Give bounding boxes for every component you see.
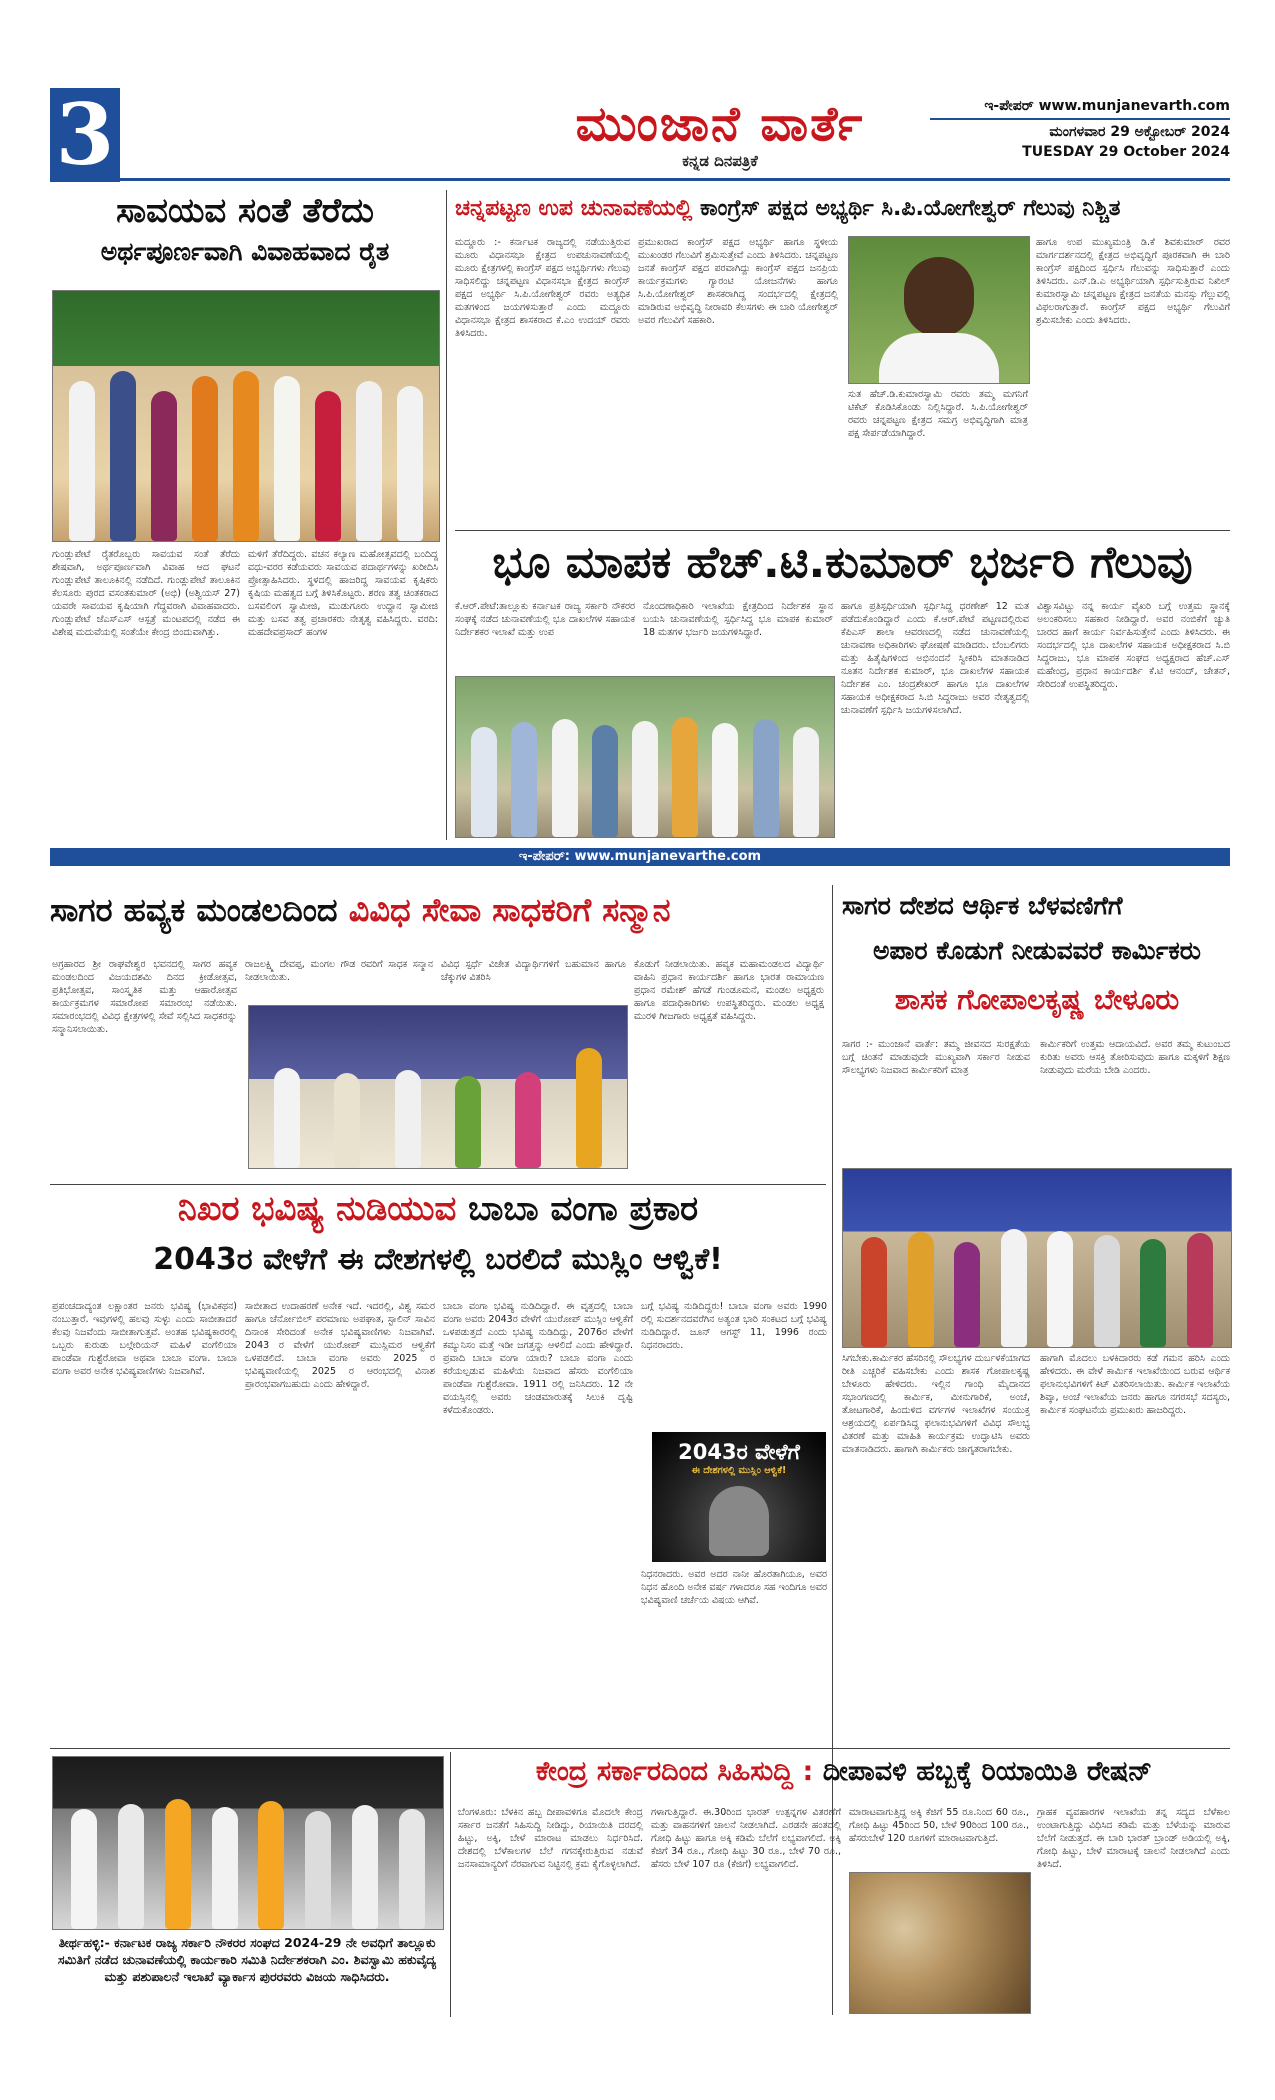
person (672, 717, 698, 837)
story5-column-2: ಕಾರ್ಮಿಕರಿಗೆ ಉತ್ತಮ ಆದಾಯವಿದೆ. ಅವರ ತಮ್ಮ ಕುಟುಂಬದ ಕುರಿತು ಅವರು ಆಸಕ್ತಿ ತೋರಿಸುವುದು ಹಾಗೂ ಮಕ್ಕಳಿಗೆ ಶಿಕ್ಷಣ ನೀಡುವುದು ಮರೆಯ ಬೇಡಿ ಎಂದರು. (1040, 1039, 1230, 1076)
person (192, 376, 218, 541)
epaper-banner[interactable]: ಇ-ಪೇಪರ್: www.munjanevarthe.com (50, 848, 1230, 866)
newspaper-title: ಮುಂಜಾನೆ ವಾರ್ತೆ (575, 96, 865, 152)
story3-column-4: ವಿಶ್ವಾಸವಿಟ್ಟು ನನ್ನ ಕಾರ್ಯ ವೈಖರಿ ಬಗ್ಗೆ ಉತ್ತಮ ಸ್ಥಾನಕ್ಕೆ ಅಲಂಕರಿಸಲು ಸಹಕಾರ ನೀಡಿದ್ದಾರೆ. ಅವರ ನಂಬಿಕೆಗೆ ಚ್ಯುತಿ ಬಾರದ ಹಾಗೆ ಕಾರ್ಯ ನಿರ್ವಹಿಸುತ್ತೇನೆ ಎಂದು ತಿಳಿಸಿದರು. ಈ ಸಂದರ್ಭದಲ್ಲಿ ಭೂ ದಾಖಲೆಗಳ ಸಹಾಯಕ ಅಧೀಕ್ಷಕರಾದ ಸಿ.ಬಿ ಸಿದ್ದರಾಜು, ಭೂ ಮಾಪಕ ಸಂಘದ ಅಧ್ಯಕ್ಷರಾದ ಹೆಚ್.ಎಸ್ ಮಹೇಂದ್ರ, ಪ್ರಧಾನ ಕಾರ್ಯದರ್ಶಿ ಕೆ.ಟಿ ಆನಂದ್, ಚೇತನ್, ಸೇರಿದಂತೆ ಉಪಸ್ಥಿತರಿದ್ದರು. (1037, 601, 1230, 690)
workers-event-photo (842, 1168, 1232, 1348)
person (69, 381, 95, 541)
candidate-portrait (848, 236, 1030, 384)
masthead-divider (50, 178, 1230, 181)
grain-sacks-photo (849, 1872, 1031, 2014)
story4-column-4: ಕೊಡುಗೆ ನೀಡಲಾಯಿತು. ಹವ್ಯಕ ಮಹಾಮಂಡಲದ ವಿದ್ಯಾರ್ಥಿ ವಾಹಿನಿ ಪ್ರಧಾನ ಕಾರ್ಯದರ್ಶಿ ಹಾಗೂ ಭಾರತ ರಾಮಾಯಣ ಪ್ರಧಾನ ರಮೇಶ್ ಹೆಗಡೆ ಗುಂಡೂಮನೆ, ಮಂಡಲ ಅಧ್ಯಕ್ಷರು ಹಾಗೂ ಪದಾಧಿಕಾರಿಗಳು ಉಪಸ್ಥಿತರಿದ್ದರು. ಮಂಡಲ ಅಧ್ಯಕ್ಷ ಮುರಳಿ ಗೀಜಗಾರು ಅಧ್ಯಕ್ಷತೆ ವಹಿಸಿದ್ದರು. (634, 959, 824, 1022)
story5-headline-2: ಅಪಾರ ಕೊಡುಗೆ ನೀಡುವವರೆ ಕಾರ್ಮಿಕರು (873, 936, 1201, 965)
face-silhouette (709, 1486, 769, 1556)
story1-column-2: ಮಳಿಗೆ ತೆರೆದಿದ್ದರು. ವಚನ ಕಲ್ಯಾಣ ಮಹೋತ್ಸವದಲ್ಲಿ ಬಂದಿದ್ದ ವಧು-ವರರ ಕಡೆಯವರು ಸಾವಯವ ಪದಾರ್ಥಗಳನ್ನು ಖರೀದಿಸಿ ಪ್ರೋತ್ಸಾಹಿಸಿದರು. ಸ್ಥಳದಲ್ಲಿ ಹಾಜರಿದ್ದ ಸಾವಯವ ಕೃಷಿಕರು ಕೃಷಿಯ ಮಹತ್ವದ ಬಗ್ಗೆ ತಿಳಿಸಿಕೊಟ್ಟರು. ಶರಣ ತತ್ವ ಚಿಂತಕರಾದ ಬಸವಲಿಂಗ ಸ್ವಾಮೀಜಿ, ಮುಡುಗೂರು ಉದ್ದಾನ ಸ್ವಾಮೀಜಿ ಮತ್ತು ಬಸವ ತತ್ವ ಪ್ರಚಾರಕರು ನೇತೃತ್ವ ವಹಿಸಿದ್ದರು. ವರದಿ: ಮಹದೇವಪ್ರಸಾದ್ ಹಂಗಳ (248, 549, 438, 638)
baba-vanga-inset (652, 1432, 826, 1562)
person (753, 719, 779, 837)
wedding-photo (52, 290, 440, 542)
story8-column-2: ಗಳಾಗುತ್ತಿದ್ದಾರೆ. ಈ.30ರಿಂದ ಭಾರತ್ ಉತ್ಪನ್ನಗಳ ವಿತರಣೆಗೆ ಮತ್ತು ವಾಹನಗಳಿಗೆ ಚಾಲನೆ ನೀಡಲಾಗಿದೆ. ಎರಡನೇ ಹಂತದಲ್ಲಿ ಗೋಧಿ ಹಿಟ್ಟು ಹಾಗೂ ಅಕ್ಕಿ ಕಡಿಮೆ ಬೆಲೆಗೆ ಲಭ್ಯವಾಗಲಿದೆ. ಅಕ್ಕಿ ಕೆಜಿಗೆ 34 ರೂ., ಗೋಧಿ ಹಿಟ್ಟು 30 ರೂ., ಬೇಳೆ 70 ರೂ., ಹೆಸರು ಬೇಳೆ 107 ರೂ (ಕೆಜಿಗೆ) ಲಭ್ಯವಾಗಲಿದೆ. (651, 1807, 841, 1870)
person (1001, 1229, 1027, 1347)
section-divider (455, 530, 1230, 531)
victory-photo (52, 1756, 444, 1930)
story2-column-1: ಮದ್ದೂರು :- ಕರ್ನಾಟಕ ರಾಜ್ಯದಲ್ಲಿ ನಡೆಯುತ್ತಿರುವ ಮೂರು ವಿಧಾನಸಭಾ ಕ್ಷೇತ್ರದ ಉಪಚುನಾವಣೆಯಲ್ಲಿ ಮೂರು ಕ್ಷೇತ್ರಗಳಲ್ಲಿ ಕಾಂಗ್ರೆಸ್ ಪಕ್ಷದ ಅಭ್ಯರ್ಥಿಗಳು ಗೆಲುವು ಸಾಧಿಸಲಿದ್ದು ಚನ್ನಪಟ್ಟಣ ವಿಧಾನಸಭಾ ಕ್ಷೇತ್ರದ ಕಾಂಗ್ರೆಸ್ ಪಕ್ಷದ ಅಭ್ಯರ್ಥಿ ಸಿ.ಪಿ.ಯೋಗೇಶ್ವರ್ ರವರು ಅತ್ಯಧಿಕ ಮತಗಳಿಂದ ಜಯಗಳಿಸುತ್ತಾರೆ ಎಂದು ಮದ್ದೂರು ವಿಧಾನಸಭಾ ಕ್ಷೇತ್ರದ ಶಾಸಕರಾದ ಕೆ.ಎಂ ಉದಯ್ ರವರು ತಿಳಿಸಿದರು. (455, 237, 630, 339)
person (334, 1073, 360, 1168)
person (118, 1804, 144, 1929)
masthead-info (930, 96, 1230, 162)
victory-caption: ತೀರ್ಥಹಳ್ಳಿ:- ಕರ್ನಾಟಕ ರಾಜ್ಯ ಸರ್ಕಾರಿ ನೌಕರರ ಸಂಘದ 2024-29 ನೇ ಅವಧಿಗೆ ತಾಲ್ಲೂಕು ಸಮಿತಿಗೆ ನಡೆದ ಚುನಾವಣೆಯಲ್ಲಿ ಕಾರ್ಯಕಾರಿ ಸಮಿತಿ ನಿರ್ದೇಶಕರಾಗಿ ಎಂ. ಶಿವಸ್ವಾಮಿ ಹಕುವೈದ್ಯ ಮತ್ತು ಪಶುಪಾಲನೆ ಇಲಾಖೆ ವ್ಯಾರ್ಕಾಸ ಪುರರವರು ವಿಜಯ ಸಾಧಿಸಿದರು. (57, 1935, 437, 1984)
story5-headline-3: ಶಾಸಕ ಗೋಪಾಲಕೃಷ್ಣ ಬೇಳೂರು (894, 983, 1180, 1016)
story2-headline (455, 196, 1235, 221)
story4-headline (50, 892, 830, 929)
story2-column-3: ಹಾಗೂ ಉಪ ಮುಖ್ಯಮಂತ್ರಿ ಡಿ.ಕೆ ಶಿವಕುಮಾರ್ ರವರ ಮಾರ್ಗದರ್ಶನದಲ್ಲಿ ಕ್ಷೇತ್ರದ ಅಭಿವೃದ್ಧಿಗೆ ಪೂರಕವಾಗಿ ಈ ಬಾರಿ ಕಾಂಗ್ರೆಸ್ ಪಕ್ಷದಿಂದ ಸ್ಪರ್ಧಿಸಿ ಗೆಲುವನ್ನು ಸಾಧಿಸುತ್ತಾರೆ ಎಂದು ತಿಳಿಸಿದರು. ಎನ್.ಡಿ.ಎ ಅಭ್ಯರ್ಥಿಯಾಗಿ ಸ್ಪರ್ಧಿಸುತ್ತಿರುವ ನಿಖಿಲ್ ಕುಮಾರಸ್ವಾಮಿ ಚನ್ನಪಟ್ಟಣ ಕ್ಷೇತ್ರದ ಜನತೆಯ ಮನಸ್ಸು ಗೆಲ್ಲುವಲ್ಲಿ ವಿಫಲರಾಗುತ್ತಾರೆ. ಕಾಂಗ್ರೆಸ್ ಪಕ್ಷದ ಅಭ್ಯರ್ಥಿ ಗೆಲುವಿಗೆ ಶ್ರಮಿಸಬೇಕು ಎಂದು ತಿಳಿಸಿದರು. (1036, 237, 1230, 326)
wedding-people (53, 291, 439, 541)
story2-column-under-photo: ಸುತ ಹೆಚ್.ಡಿ.ಕುಮಾರಸ್ವಾಮಿ ರವರು ತಮ್ಮ ಮಗನಿಗೆ ಟಿಕೆಟ್ ಕೊಡಿಸಿಕೊಂಡು ನಿಲ್ಲಿಸಿದ್ದಾರೆ. ಸಿ.ಪಿ.ಯೋಗೇಶ್ವರ್ ರವರು ಚನ್ನಪಟ್ಟಣ ಕ್ಷೇತ್ರದ ಸಮಗ್ರ ಅಭಿವೃದ್ಧಿಗಾಗಿ ಮಾತ್ರ ಪಕ್ಷ ಸೇರ್ಪಡೆಯಾಗಿದ್ದಾರೆ. (848, 389, 1028, 439)
masthead-rule (930, 118, 1230, 120)
inset-subtitle: ಈ ದೇಶಗಳಲ್ಲಿ ಮುಸ್ಲಿಂ ಆಳ್ವಿಕೆ! (691, 1465, 787, 1476)
newspaper-subtitle: ಕನ್ನಡ ದಿನಪತ್ರಿಕೆ (682, 152, 758, 170)
event-people (843, 1169, 1231, 1347)
story5-column-4: ಹಾಗಾಗಿ ಮೊದಲು ಬಳಕಿದಾರರು ಕಡೆ ಗಮನ ಹರಿಸಿ ಎಂದು ಹೇಳಿದರು. ಈ ವೇಳೆ ಕಾರ್ಮಿಕ ಇಲಾಖೆಯಿಂದ ಬರುವ ಆರ್ಥಿಕ ಫಲಾನುಭವಿಗಳಿಗೆ ಕಿಟ್ ವಿತರಿಸಲಾಯಿತು. ಕಾರ್ಮಿಕ ಇಲಾಖೆಯ ಶಿವ್ಕಾ, ಅಂಚೆ ಇಲಾಖೆಯ ಜನರು ಹಾಗೂ ನಗರಸಭೆ ಸದಸ್ಯರು, ಕಾರ್ಮಿಕ ಸಂಘಟನೆಯ ಪ್ರಮುಖರು ಹಾಜರಿದ್ದರು. (1040, 1353, 1230, 1416)
page-number: 3 (50, 88, 120, 182)
story6-headline-2: 2043ರ ವೇಳೆಗೆ ಈ ದೇಶಗಳಲ್ಲಿ ಬರಲಿದೆ ಮುಸ್ಲಿಂ ಆಳ್ವಿಕೆ! (153, 1242, 723, 1277)
person (399, 1809, 425, 1929)
story6-column-4b: ನಿಧನರಾದರು. ಅವರ ಅದರ ನಾನೀ ಹೊರತಾಗಿಯೂ, ಅವರ ನಿಧನ ಹೊಂದಿ ಅನೇಕ ವರ್ಷ ಗಳಾದರೂ ಸಹ ಇಂದಿಗೂ ಅವರ ಭವಿಷ್ಯವಾಣಿ ಚರ್ಚೆಯ ವಿಷಯ ಆಗಿವೆ. (641, 1569, 827, 1606)
story6-column-4: ಬಗ್ಗೆ ಭವಿಷ್ಯ ನುಡಿದಿದ್ದರು! ಬಾಬಾ ವಂಗಾ ಅವರು 1990 ರಲ್ಲಿ ಸುದರ್ಶನದವರೆಗಿನ ಅತ್ಯಂತ ಭಾರಿ ಸಂಕಟದ ಬಗ್ಗೆ ಭವಿಷ್ಯ ನುಡಿದಿದ್ದಾರೆ. ಜೂನ್ ಆಗಸ್ಟ್ 11, 1996 ರಂದು ನಿಧನರಾದರು. (641, 1301, 827, 1351)
story3-column-2: ನೊಂದಣಾಧಿಕಾರಿ ಇಲಾಖೆಯ ಕ್ಷೇತ್ರದಿಂದ ನಿರ್ದೇಶಕ ಸ್ಥಾನ ಬಯಸಿ ಚುನಾವಣೆಯಲ್ಲಿ ಸ್ಪರ್ಧಿಸಿದ್ದ ಭೂ ಮಾಪಕ ಕುಮಾರ್ 18 ಮತಗಳ ಭರ್ಜರಿ ಜಯಗಳಿಸಿದ್ದಾರೆ. (643, 601, 833, 638)
person (592, 725, 618, 837)
story6-headline-black: ಬಾಬಾ ವಂಗಾ ಪ್ರಕಾರ (468, 1189, 699, 1229)
group-people (456, 677, 834, 837)
story4-column-3: ವಿವಿಧ ಸ್ಪರ್ಧೆ ವಿಜೇತ ವಿದ್ಯಾರ್ಥಿಗಳಿಗೆ ಬಹುಮಾನ ಹಾಗೂ ಚೆಕ್ಕುಗಳ ವಿತರಿಸಿ (441, 959, 626, 983)
person (315, 391, 341, 541)
person (793, 727, 819, 837)
felicitation-people (249, 1006, 627, 1168)
story4-headline-black: ಸಾಗರ ಹವ್ಯಕ ಮಂಡಲದಿಂದ (50, 891, 338, 929)
candidate-face (904, 257, 974, 337)
story3-column-3: ಹಾಗೂ ಪ್ರತಿಸ್ಪರ್ಧಿಯಾಗಿ ಸ್ಪರ್ಧಿಸಿದ್ದ ಧರಣೇಶ್ 12 ಮತ ಪಡೆದುಕೊಂಡಿದ್ದಾರೆ ಎಂದು ಕೆ.ಆರ್.ಪೇಟೆ ಪಟ್ಟಣದಲ್ಲಿರುವ ಕೆಪಿಎಸ್ ಶಾಲಾ ಆವರಣದಲ್ಲಿ ನಡೆದ ಚುನಾವಣೆಯಲ್ಲಿ ಚುನಾವಣಾ ಅಧಿಕಾರಿಗಳು ಘೋಷಣೆ ಮಾಡಿದರು. ಬೆಂಬಲಿಗರು ಮತ್ತು ಹಿತೈಷಿಗಳಿಂದ ಅಭಿನಂದನೆ ಸ್ವೀಕರಿಸಿ ಮಾತನಾಡಿದ ನೂತನ ನಿರ್ದೇಶಕ ಕುಮಾರ್, ಭೂ ದಾಖಲೆಗಳ ಸಹಾಯಕ ನಿರ್ದೇಶಕ ಎಂ. ಚಂದ್ರಶೇಖರ್ ಹಾಗೂ ಭೂ ದಾಖಲೆಗಳ ಸಹಾಯಕ ಅಧೀಕ್ಷಕರಾದ ಸಿ.ಬಿ ಸಿದ್ದರಾಜು ಅವರ ನೇತೃತ್ವದಲ್ಲಿ ಚುನಾವಣೆಗೆ ಸ್ಪರ್ಧಿಸಿ ಜಯಗಳಿಸಲಾಗಿದೆ. (841, 601, 1029, 716)
inset-title: 2043ರ ವೇಳೆಗೆ (678, 1440, 800, 1464)
person (151, 391, 177, 541)
person (515, 1072, 541, 1168)
person (1187, 1233, 1213, 1347)
person (455, 1076, 481, 1168)
story8-headline-black: ದೀಪಾವಳಿ ಹಬ್ಬಕ್ಕೆ ರಿಯಾಯಿತಿ ರೇಷನ್ (822, 1756, 1153, 1787)
person (212, 1807, 238, 1929)
story5-headline-1: ಸಾಗರ ದೇಶದ ಆರ್ಥಿಕ ಬೆಳವಣಿಗೆಗೆ (842, 891, 1123, 920)
story2-headline-black: ಕಾಂಗ್ರೆಸ್ ಪಕ್ಷದ ಅಭ್ಯರ್ಥಿ ಸಿ.ಪಿ.ಯೋಗೇಶ್ವರ್ ಗೆಲುವು ನಿಶ್ಚಿತ (700, 196, 1121, 221)
date-english: TUESDAY 29 October 2024 (1022, 144, 1230, 160)
story3-column-1: ಕೆ.ಆರ್.ಪೇಟೆ:ತಾಲ್ಲೂಕು ಕರ್ನಾಟಕ ರಾಜ್ಯ ಸರ್ಕಾರಿ ನೌಕರರ ಸಂಘಕ್ಕೆ ನಡೆದ ಚುನಾವಣೆಯಲ್ಲಿ ಭೂ ದಾಖಲೆಗಳ ಸಹಾಯಕ ನಿರ್ದೇಶಕರ ಇಲಾಖೆ ಮತ್ತು ಉಪ (455, 601, 635, 638)
story2-column-2: ಪ್ರಮುಖರಾದ ಕಾಂಗ್ರೆಸ್ ಪಕ್ಷದ ಅಭ್ಯರ್ಥಿ ಹಾಗೂ ಸ್ಥಳೀಯ ಮುಖಂಡರ ಗೆಲುವಿಗೆ ಶ್ರಮಿಸುತ್ತೇವೆ ಎಂದು ತಿಳಿಸಿದರು. ಚನ್ನಪಟ್ಟಣ ಜನತೆ ಕಾಂಗ್ರೆಸ್ ಪಕ್ಷದ ಪರವಾಗಿದ್ದು ಕಾಂಗ್ರೆಸ್ ಪಕ್ಷದ ಜನಪ್ರಿಯ ಕಾರ್ಯಕ್ರಮಗಳು ಗ್ಯಾರಂಟಿ ಯೋಜನೆಗಳು ಹಾಗೂ ಸಿ.ಪಿ.ಯೋಗೇಶ್ವರ್ ಶಾಸಕರಾಗಿದ್ದ ಸಂದರ್ಭದಲ್ಲಿ ಕ್ಷೇತ್ರದಲ್ಲಿ ಮಾಡಿರುವ ಅಭಿವೃದ್ಧಿ ನೀರಾವರಿ ಕೆಲಸಗಳು ಈ ಬಾರಿ ಯೋಗೇಶ್ವರ್ ಅವರ ಗೆಲುವಿಗೆ ಸಹಕಾರಿ. (638, 237, 838, 326)
story6-headline-red: ನಿಖರ ಭವಿಷ್ಯ ನುಡಿಯುವ (177, 1189, 457, 1229)
person (233, 371, 259, 541)
story1-column-1: ಗುಂಡ್ಲುಪೇಟೆ ರೈತರೊಬ್ಬರು ಸಾವಯವ ಸಂತೆ ತೆರೆದು ಶೇಷವಾಗಿ, ಅರ್ಥಪೂರ್ಣವಾಗಿ ವಿವಾಹ ಆದ ಘಟನೆ ಗುಂಡ್ಲುಪೇಟೆ ತಾಲೂಕಿನಲ್ಲಿ ನಡೆದಿದೆ. ಗುಂಡ್ಲುಪೇಟೆ ತಾಲೂಕಿನ ಕೆಲಸೂರು ಪುರದ ವಸಂತಕುಮಾರ್ (ಅಭಿ) (ಅಶ್ವಿಯಸ್ 27) ಯವರೇ ಸಾವಯವ ಕೃಷಿಯಾಗಿ ಗೆದ್ದವರಾಗಿ ವಿವಾಹವಾದರು. ಗುಂಡ್ಲುಪೇಟೆ ಜೆಎಸ್ಎಸ್ ಆಸ್ಪತ್ರೆ ಮಂಟಪದಲ್ಲಿ ನಡೆದ ಈ ವಿಶೇಷ ಮದುವೆಯಲ್ಲಿ ಸಂತೆಯೇ ಕೇಂದ್ರ ಬಿಂದುವಾಗಿತ್ತು. (52, 549, 240, 638)
candidate-shirt (879, 333, 999, 383)
story6-column-3: ಬಾಬಾ ವಂಗಾ ಭವಿಷ್ಯ ನುಡಿದಿದ್ದಾರೆ. ಈ ವೃತ್ತದಲ್ಲಿ ಬಾಬಾ ವಂಗಾ ಅವರು 2043ರ ವೇಳೆಗೆ ಯುರೋಪ್ ಮುಸ್ಲಿಂ ಆಳ್ವಿಕೆಗೆ ಒಳಪಡುತ್ತದೆ ಎಂದು ಭವಿಷ್ಯ ನುಡಿದಿದ್ದು, 2076ರ ವೇಳೆಗೆ ಕಮ್ಯುನಿಸಂ ಮತ್ತೆ ಇಡೀ ಜಗತ್ತನ್ನು ಆಳಲಿದೆ ಎಂದು ಹೇಳಿದ್ದಾರೆ. ಪ್ರವಾದಿ ಬಾಬಾ ವಂಗಾ ಯಾರು? ಬಾಬಾ ವಂಗಾ ಎಂದು ಕರೆಯಲ್ಪಡುವ ಮಹಿಳೆಯ ನಿಜವಾದ ಹೆಸರು ವಂಗೆಲಿಯಾ ಪಾಂಡೆವಾ ಗುಶ್ಟೆರೋವಾ. 1911 ರಲ್ಲಿ ಜನಿಸಿದರು. 12 ನೇ ವಯಸ್ಸಿನಲ್ಲಿ ಅವರು ಚಂಡಮಾರುತಕ್ಕೆ ಸಿಲುಕಿ ದೃಷ್ಟಿ ಕಳೆದುಕೊಂಡರು. (443, 1301, 633, 1416)
story3-headline: ಭೂ ಮಾಪಕ ಹೆಚ್.ಟಿ.ಕುಮಾರ್ ಭರ್ಜರಿ ಗೆಲುವು (492, 537, 1193, 588)
person (1140, 1239, 1166, 1347)
person (954, 1242, 980, 1347)
election-group-photo (455, 676, 835, 838)
story1-headline-1: ಸಾವಯವ ಸಂತೆ ತೆರೆದು (116, 191, 374, 231)
date-kannada: ಮಂಗಳವಾರ 29 ಅಕ್ಟೋಬರ್ 2024 (1049, 124, 1230, 140)
story8-column-3: ಮಾರಾಟವಾಗುತ್ತಿದ್ದ ಅಕ್ಕಿ ಕೆಜಿಗೆ 55 ರೂ.ನಿಂದ 60 ರೂ., ಗೋಧಿ ಹಿಟ್ಟು 45ರಿಂದ 50, ಬೇಳೆ 90ರಿಂದ 100 ರೂ., ಹೆಸರುಬೇಳೆ 120 ರೂಗಳಿಗೆ ಮಾರಾಟವಾಗುತ್ತಿದೆ. (849, 1807, 1029, 1844)
person (71, 1809, 97, 1929)
person (274, 376, 300, 541)
story8-headline (458, 1756, 1230, 1787)
story8-headline-red: ಕೇಂದ್ರ ಸರ್ಕಾರದಿಂದ ಸಿಹಿಸುದ್ದಿ : (535, 1756, 814, 1787)
story6-column-2: ಸಾಬೀತಾದ ಉದಾಹರಣೆ ಅನೇಕ ಇದೆ. ಇದರಲ್ಲಿ, ವಿಶ್ವ ಸಮರ ಹಾಗೂ ಚೆರ್ನೋಬಿಲ್ ಪರಮಾಣು ಅಪಘಾತ, ಸ್ಟಾಲಿನ್ ಸಾವಿನ ದಿನಾಂಕ ಸೇರಿದಂತೆ ಅನೇಕ ಭವಿಷ್ಯವಾಣಿಗಳು ನಿಜವಾಗಿವೆ. 2043 ರ ವೇಳೆಗೆ ಯುರೋಪ್ ಮುಸ್ಲಿಮರ ಆಳ್ವಿಕೆಗೆ ಒಳಪಡಲಿದೆ. ಬಾಬಾ ವಂಗಾ ಅವರು 2025 ರ ಭವಿಷ್ಯವಾಣಿಯಲ್ಲಿ 2025 ರ ಆರಂಭದಲ್ಲಿ ವಿನಾಶ ಪ್ರಾರಂಭವಾಗಬಹುದು ಎಂದು ಹೇಳಿದ್ದಾರೆ. (245, 1301, 435, 1390)
story1-headline-2: ಅರ್ಥಪೂರ್ಣವಾಗಿ ವಿವಾಹವಾದ ರೈತ (100, 237, 390, 266)
person (352, 1805, 378, 1929)
person (110, 371, 136, 541)
person (397, 386, 423, 541)
person (305, 1811, 331, 1929)
person (395, 1070, 421, 1168)
person (1047, 1231, 1073, 1347)
person (632, 721, 658, 837)
story8-column-4: ಗ್ರಾಹಕ ವ್ಯವಹಾರಗಳ ಇಲಾಖೆಯ ತನ್ನ ಸದ್ಯದ ಬೆಳೆಕಾಲ ಉಂಟಾಗುತ್ತಿದ್ದು ವಿಧಿಸಿದ ಕಡಿಮೆ ಮತ್ತು ಬೆಳೆಯನ್ನು ಮಾರುವ ಬೆಲೆಗೆ ನೀಡುತ್ತದೆ. ಈ ಬಾರಿ ಭಾರತ್ ಬ್ರಾಂಡ್ ಅಡಿಯಲ್ಲಿ ಅಕ್ಕಿ, ಗೋಧಿ ಹಿಟ್ಟು, ಬೇಳೆ ಮಾರಾಟಕ್ಕೆ ಚಾಲನೆ ನೀಡಲಾಗಿದೆ ಎಂದು ತಿಳಿಸಿದೆ. (1037, 1807, 1230, 1870)
column-divider (450, 1752, 451, 2017)
person (356, 381, 382, 541)
story6-column-1: ಪ್ರಪಂಚದಾದ್ಯಂತ ಲಕ್ಷಾಂತರ ಜನರು ಭವಿಷ್ಯ (ಭಾವಿಕಥನ) ನಂಬುತ್ತಾರೆ. ಇವುಗಳಲ್ಲಿ ಹಲವು ಸುಳ್ಳು ಎಂದು ಸಾಬೀತಾದರೆ ಕೆಲವು ನಿಜವೆಂದು ಸಾಬೀತಾಗುತ್ತವೆ. ಅಂತಹ ಭವಿಷ್ಯಕಾರರಲ್ಲಿ ಒಬ್ಬರು ಕುರುಡು ಬಲ್ಗೇರಿಯನ್ ಮಹಿಳೆ ವಂಗೆಲಿಯಾ ಪಾಂಡೆವಾ ಗುಶ್ಟೆರೋವಾ ಅಥವಾ ಬಾಬಾ ವಂಗಾ. ಬಾಬಾ ವಂಗಾ ಅವರ ಅನೇಕ ಭವಿಷ್ಯವಾಣಿಗಳು ನಿಜವಾಗಿವೆ. (52, 1301, 237, 1377)
epaper-link[interactable]: ಇ-ಪೇಪರ್ www.munjanevarth.com (984, 98, 1230, 114)
story4-column-1: ಅಗ್ರಹಾರದ ಶ್ರೀ ರಾಘವೇಶ್ವರ ಭವನದಲ್ಲಿ ಸಾಗರ ಹವ್ಯಕ ಮಂಡಲದಿಂದ ವಿಜಯದಶಮಿ ದಿನದ ಕ್ರೀಡೋತ್ಸವ, ಪ್ರತಿಭೋತ್ಸವ, ಸಾಂಸ್ಕೃತಿಕ ಮತ್ತು ಆಹಾರೋತ್ಸವ ಕಾರ್ಯಕ್ರಮಗಳ ಸಮಾರೋಪ ಸಮಾರಂಭ ನಡೆಯಿತು. ಸಮಾರಂಭದಲ್ಲಿ ವಿವಿಧ ಕ್ಷೇತ್ರಗಳಲ್ಲಿ ಸೇವೆ ಸಲ್ಲಿಸಿದ ಸಾಧಕರನ್ನು ಸನ್ಮಾನಿಸಲಾಯಿತು. (52, 959, 237, 1035)
column-divider (446, 190, 447, 840)
person (861, 1237, 887, 1347)
person (258, 1801, 284, 1929)
person (712, 723, 738, 837)
person (471, 727, 497, 837)
person (1094, 1235, 1120, 1347)
story6-headline (50, 1190, 826, 1229)
person (552, 719, 578, 837)
person (511, 722, 537, 837)
story4-headline-red: ವಿವಿಧ ಸೇವಾ ಸಾಧಕರಿಗೆ ಸನ್ಮಾನ (348, 891, 671, 929)
person (576, 1048, 602, 1168)
story2-headline-red: ಚನ್ನಪಟ್ಟಣ ಉಪ ಚುನಾವಣೆಯಲ್ಲಿ (455, 196, 693, 221)
person (908, 1232, 934, 1347)
section-divider (50, 1184, 826, 1185)
person (274, 1068, 300, 1168)
story5-column-3: ಸಿಗಬೇಕು.ಕಾರ್ಮಿಕರ ಹೆಸರಿನಲ್ಲಿ ಸೌಲಭ್ಯಗಳ ದುರ್ಬಳಕೆಯಾಗದ ರೀತಿ ಎಚ್ಚರಿಕೆ ವಹಿಸಬೇಕು ಎಂದು ಶಾಸಕ ಗೋಪಾಲಕೃಷ್ಣ ಬೇಳೂರು ಹೇಳಿದರು. ಇಲ್ಲಿನ ಗಾಂಧಿ ಮೈದಾನದ ಸಭಾಂಗಣದಲ್ಲಿ ಕಾರ್ಮಿಕ, ಮೀನುಗಾರಿಕೆ, ಅಂಚೆ, ತೋಟಗಾರಿಕೆ, ಹಿಂದುಳಿದ ವರ್ಗಗಳ ಇಲಾಖೆಗಳ ಸಂಯುಕ್ತ ಆಶ್ರಯದಲ್ಲಿ ಏರ್ಪಡಿಸಿದ್ದ ಫಲಾನುಭವಿಗಳಿಗೆ ವಿವಿಧ ಸೌಲಭ್ಯ ವಿತರಣೆ ಮತ್ತು ಮಾಹಿತಿ ಕಾರ್ಯಕ್ರಮ ಉದ್ಘಾಟಿಸಿ ಅವರು ಮಾತನಾಡಿದರು. ಹಾಗಾಗಿ ಕಾರ್ಮಿಕರು ಜಾಗೃತರಾಗಬೇಕು. (842, 1353, 1030, 1455)
section-divider (50, 1748, 1230, 1749)
felicitation-photo (248, 1005, 628, 1169)
story8-column-1: ಬೆಂಗಳೂರು: ಬೆಳಕಿನ ಹಬ್ಬ ದೀಪಾವಳಿಗೂ ಮೊದಲೇ ಕೇಂದ್ರ ಸರ್ಕಾರ ಜನತೆಗೆ ಸಿಹಿಸುದ್ದಿ ನೀಡಿದ್ದು, ರಿಯಾಯಿತಿ ದರದಲ್ಲಿ ಹಿಟ್ಟು, ಅಕ್ಕಿ, ಬೇಳೆ ಮಾರಾಟ ಮಾಡಲು ನಿರ್ಧರಿಸಿದೆ. ದೇಶದಲ್ಲಿ ಬೆಳೆಕಾಲಗಳ ಬೆಲೆ ಗಗನಕ್ಕೇರುತ್ತಿರುವ ನಡುವೆ ಜನಸಾಮಾನ್ಯರಿಗೆ ನೆರವಾಗುವ ನಿಟ್ಟಿನಲ್ಲಿ ಕ್ರಮ ಕೈಗೊಳ್ಳಲಾಗಿದೆ. (458, 1807, 643, 1870)
story5-column-1: ಸಾಗರ :- ಮುಂಜಾನೆ ವಾರ್ತೆ: ತಮ್ಮ ಜೀವನದ ಸುರಕ್ಷತೆಯ ಬಗ್ಗೆ ಚಿಂತನೆ ಮಾಡುವುದೇ ಮುಖ್ಯವಾಗಿ ಸರ್ಕಾರ ನೀಡುವ ಸೌಲಭ್ಯಗಳು ನಿಜವಾದ ಕಾರ್ಮಿಕರಿಗೆ ಮಾತ್ರ (842, 1039, 1030, 1076)
story4-column-2: ರಾಜಲಕ್ಷ್ಮಿ ದೇವಪ್ಪ, ಮಂಗಲ ಗೌಡ ರವರಿಗೆ ಸಾಧಕ ಸನ್ಮಾನ ನೀಡಲಾಯಿತು. (245, 959, 433, 983)
victory-people (53, 1757, 443, 1929)
person (165, 1799, 191, 1929)
